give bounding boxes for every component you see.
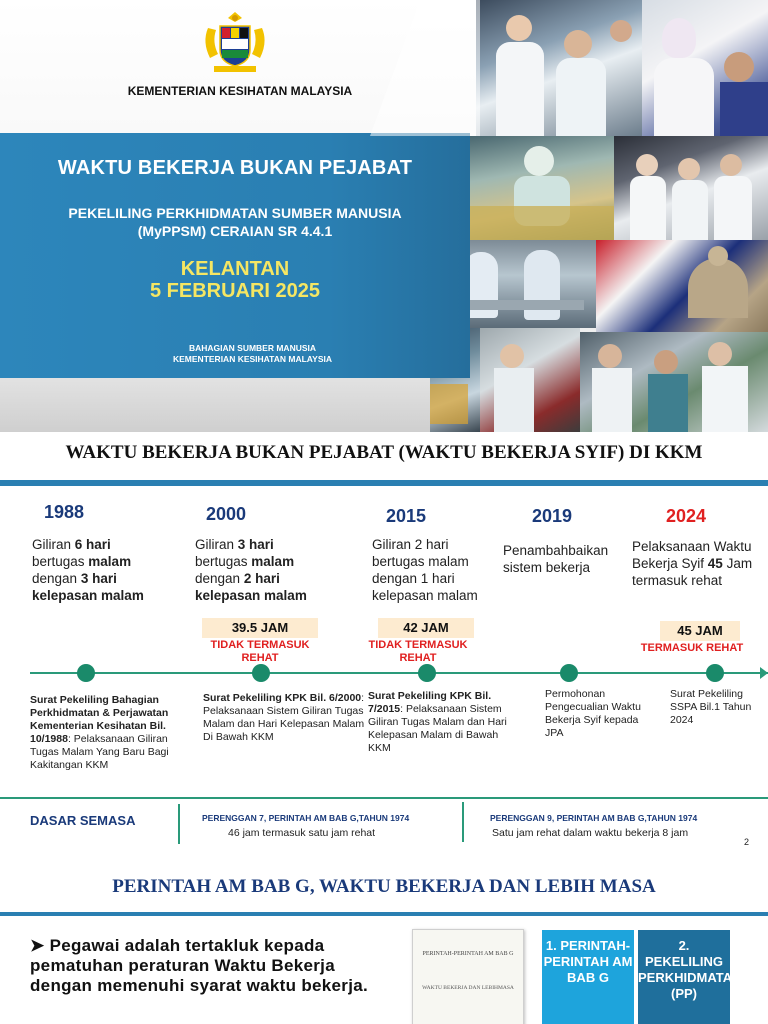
title-rule [0, 912, 768, 916]
coat-of-arms-icon [198, 8, 272, 78]
title-rule [0, 480, 768, 486]
reference-1988-text: : Pelaksanaan Giliran Tugas Malam Yang Baru Bagi Kakitangan KKM [30, 733, 169, 771]
reference-2015-text: : Pelaksanaan Sistem Giliran Tugas Malam dan Hari Kelepasan Malam di Bawah KKM [368, 703, 507, 754]
desc-1988: Giliran 6 hari bertugas malam dengan 3 hari kelepasan malam [32, 537, 144, 603]
policy-divider-1 [178, 804, 180, 844]
reference-2000-text: : Pelaksanaan Sistem Giliran Tugas Malam dan Hari Kelepasan Malam Di Bawah KKM [203, 692, 365, 743]
document-cover-subtitle: WAKTU BEKERJA DAN LEBIHMASA [422, 985, 514, 991]
timeline-dot-1988 [77, 664, 95, 682]
policy-2-caption: PERENGGAN 9, PERINTAH AM BAB G,TAHUN 1974 [490, 813, 698, 823]
policy-1-text: 46 jam termasuk satu jam rehat [228, 827, 376, 839]
title-slide [0, 0, 768, 432]
photo-nurses-masks [476, 0, 642, 136]
timeline-line [30, 672, 768, 674]
photo-nurse-vaccination [642, 0, 768, 136]
hours-note-2024: TERMASUK REHAT [640, 642, 744, 654]
desc-2019: Penambahbaikan sistem bekerja [503, 543, 609, 575]
department-line-2: KEMENTERIAN KESIHATAN MALAYSIA [173, 354, 332, 364]
box-general-orders: 1. PERINTAH-PERINTAH AM BAB G [542, 930, 634, 1024]
bullet-arrow-icon: ➤ [30, 936, 50, 955]
timeline-arrow-icon [760, 667, 768, 679]
event-location: KELANTAN [180, 258, 290, 280]
year-2015: 2015 [386, 506, 427, 526]
year-2024: 2024 [666, 506, 707, 526]
document-cover [412, 929, 524, 1024]
hours-badge-2015: 42 JAM [378, 618, 474, 638]
reference-2019 [545, 688, 657, 740]
photo-flag-building [596, 240, 768, 332]
slide-title: WAKTU BEKERJA BUKAN PEJABAT (WAKTU BEKERJA SYIF) DI KKM [65, 442, 703, 463]
reference-1988 [30, 694, 175, 772]
policy-divider-2 [462, 802, 464, 842]
event-location-date [0, 258, 470, 302]
slide-subtitle [0, 204, 470, 240]
general-orders-slide [0, 866, 768, 1024]
policy-rule [0, 797, 768, 799]
reference-1988-title: Surat Pekeliling Bahagian Perkhidmatan & Perjawatan Kementerian Kesihatan Bil. 10/1988 [30, 694, 169, 745]
hours-note-2015: TIDAK TERMASUK REHAT [368, 639, 468, 664]
photo-medical-team [580, 332, 768, 432]
desc-2015: Giliran 2 hari bertugas malam dengan 1 hari kelepasan malam [372, 537, 478, 603]
page-number: 2 [744, 837, 750, 847]
footer-band [0, 378, 430, 432]
department-line-1: BAHAGIAN SUMBER MANUSIA [188, 343, 317, 353]
timeline-dot-2015 [418, 664, 436, 682]
reference-2000 [203, 692, 365, 744]
reference-2015 [368, 690, 520, 755]
reference-2000-title: Surat Pekeliling KPK Bil. 6/2000 [203, 692, 362, 704]
timeline-slide [0, 436, 768, 862]
policy-2-text: Satu jam rehat dalam waktu bekerja 8 jam [492, 827, 689, 839]
year-2000: 2000 [206, 504, 247, 524]
ministry-name: KEMENTERIAN KESIHATAN MALAYSIA [127, 84, 353, 98]
decorative-wedge [300, 0, 480, 136]
bullet-text: Pegawai adalah tertakluk kepada pematuhan peraturan Waktu Bekerja dengan memenuhi syarat waktu bekerja. [30, 936, 368, 995]
year-2019: 2019 [532, 506, 573, 526]
reference-2015-title: Surat Pekeliling KPK Bil. 7/2015 [368, 690, 492, 715]
desc-2024: Pelaksanaan Waktu Bekerja Syif 45 Jam termasuk rehat [632, 539, 753, 588]
reference-2024 [670, 688, 766, 727]
slide-title: PERINTAH AM BAB G, WAKTU BEKERJA DAN LEBIH MASA [112, 876, 656, 897]
reference-2024-text: Surat Pekeliling SSPA Bil.1 Tahun 2024 [670, 688, 752, 726]
subtitle-line-1: PEKELILING PERKHIDMATAN SUMBER MANUSIA [68, 205, 402, 221]
hours-badge-2024: 45 JAM [660, 621, 740, 641]
photo-hospital-ward [464, 136, 614, 244]
photo-nurses-group [614, 136, 768, 240]
subtitle-line-2: (MyPPSM) CERAIAN SR 4.4.1 [137, 223, 333, 239]
current-policy-label: DASAR SEMASA [30, 813, 136, 828]
event-date: 5 FEBRUARI 2025 [149, 280, 321, 302]
timeline-dot-2024 [706, 664, 724, 682]
department-name [0, 343, 505, 365]
timeline-dot-2019 [560, 664, 578, 682]
timeline-dot-2000 [252, 664, 270, 682]
policy-1-caption: PERENGGAN 7, PERINTAH AM BAB G,TAHUN 1974 [202, 813, 410, 823]
slide-title: WAKTU BEKERJA BUKAN PEJABAT [57, 157, 413, 179]
box-service-circular: 2. PEKELILING PERKHIDMATAN (PP) [638, 930, 730, 1024]
bullet-point [30, 936, 390, 996]
document-cover-title: PERINTAH-PERINTAH AM BAB G [422, 951, 514, 957]
hours-badge-2000: 39.5 JAM [202, 618, 318, 638]
reference-2019-text: Permohonan Pengecualian Waktu Bekerja Syif kepada JPA [545, 688, 641, 739]
desc-2000: Giliran 3 hari bertugas malam dengan 2 hari kelepasan malam [195, 537, 307, 603]
hours-note-2000: TIDAK TERMASUK REHAT [210, 639, 310, 664]
year-1988: 1988 [44, 502, 85, 522]
